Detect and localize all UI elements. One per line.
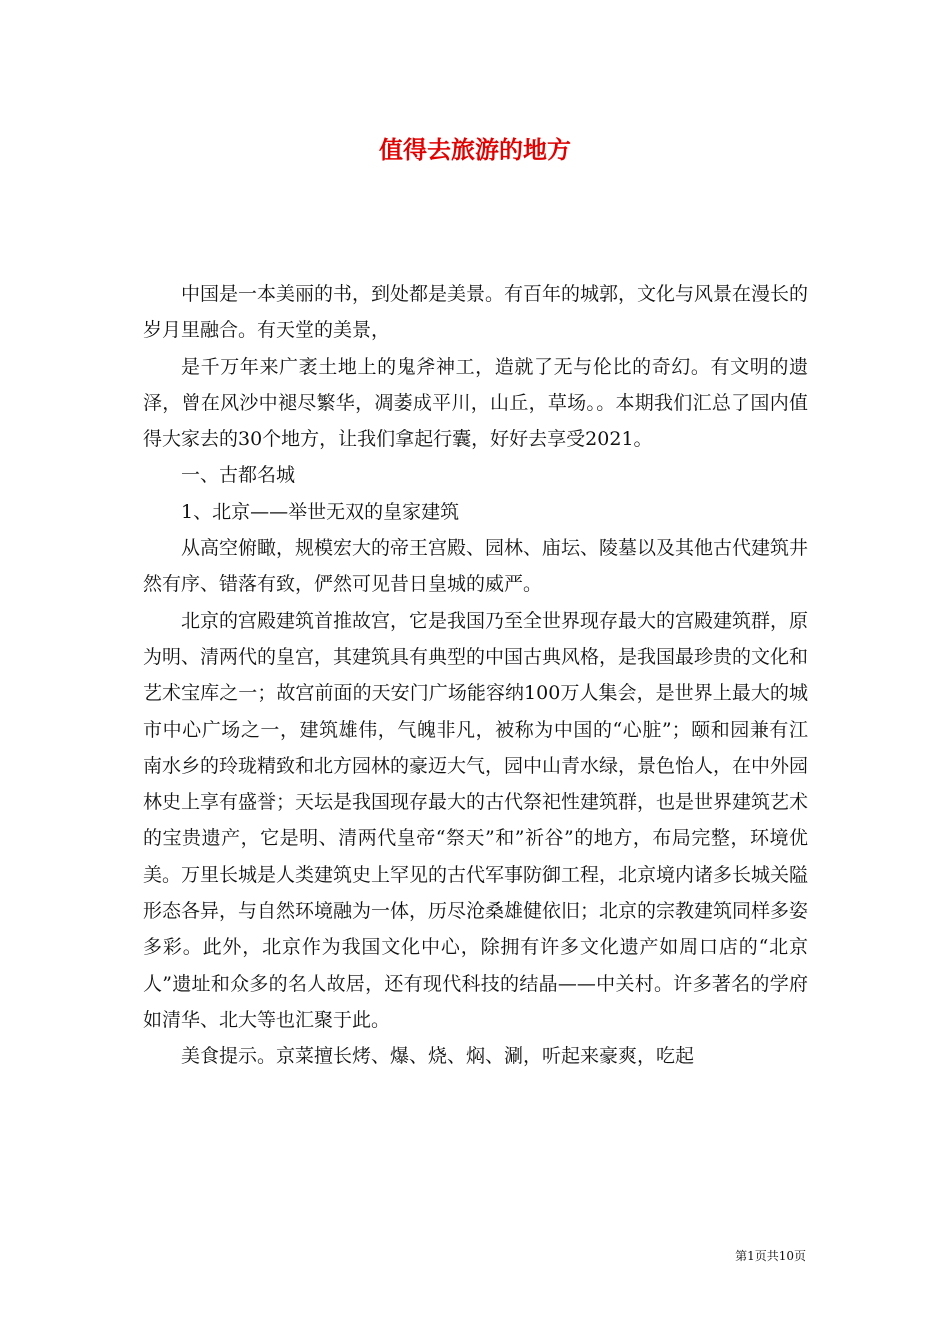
paragraph-palaces: 北京的宫殿建筑首推故宫，它是我国乃至全世界现存最大的宫殿建筑群，原为明、清两代的皇宫，其建筑具有典型的中国古典风格，是我国最珍贵的文化和艺术宝库之一；故宫前面的天安门广场能容纳100万人集会，是世界上最大的城市中心广场之一，建筑雄伟，气魄非凡，被称为中国的“心脏”；颐和园兼有江南水乡的玲珑精致和北方园林的豪迈大气，园中山青水绿，景色怡人，在中外园林史上享有盛誉；天坛是我国现存最大的古代祭祀性建筑群，也是世界建筑艺术的宝贵遗产，它是明、清两代皇帝“祭天”和”祈谷”的地方，布局完整，环境优美。万里长城是人类建筑史上罕见的古代军事防御工程，北京境内诸多长城关隘形态各异，与自然环境融为一体，历尽沧桑雄健依旧；北京的宗教建筑同样多姿多彩。此外，北京作为我国文化中心，除拥有许多文化遗产如周口店的“北京人”遗址和众多的名人故居，还有现代科技的结晶——中关村。许多著名的学府如清华、北大等也汇聚于此。: [143, 609, 809, 1031]
document-title: 值得去旅游的地方: [379, 135, 571, 164]
document-body: [143, 276, 808, 1075]
paragraph-intro-continued: 是千万年来广袤土地上的鬼斧神工，造就了无与伦比的奇幻。有文明的遗泽，曾在风沙中褪尽繁华，凋萎成平川，山丘，草场。。本期我们汇总了国内值得大家去的30个地方，让我们拿起行囊，好好去享受2021。: [143, 355, 808, 451]
subsection-heading: 1、北京——举世无双的皇家建筑: [181, 500, 460, 523]
paragraph-food-tip: 美食提示。京菜擅长烤、爆、烧、焖、涮，听起来豪爽，吃起: [181, 1045, 695, 1068]
paragraph-overview: 从高空俯瞰，规模宏大的帝王宫殿、园林、庙坛、陵墓以及其他古代建筑井然有序、错落有致，俨然可见昔日皇城的威严。: [143, 537, 809, 596]
page-number: 第1页共10页: [735, 1249, 806, 1263]
section-heading: 一、古都名城: [181, 464, 296, 487]
paragraph-intro: 中国是一本美丽的书，到处都是美景。有百年的城郭，文化与风景在漫长的岁月里融合。有天堂的美景，: [143, 283, 809, 342]
